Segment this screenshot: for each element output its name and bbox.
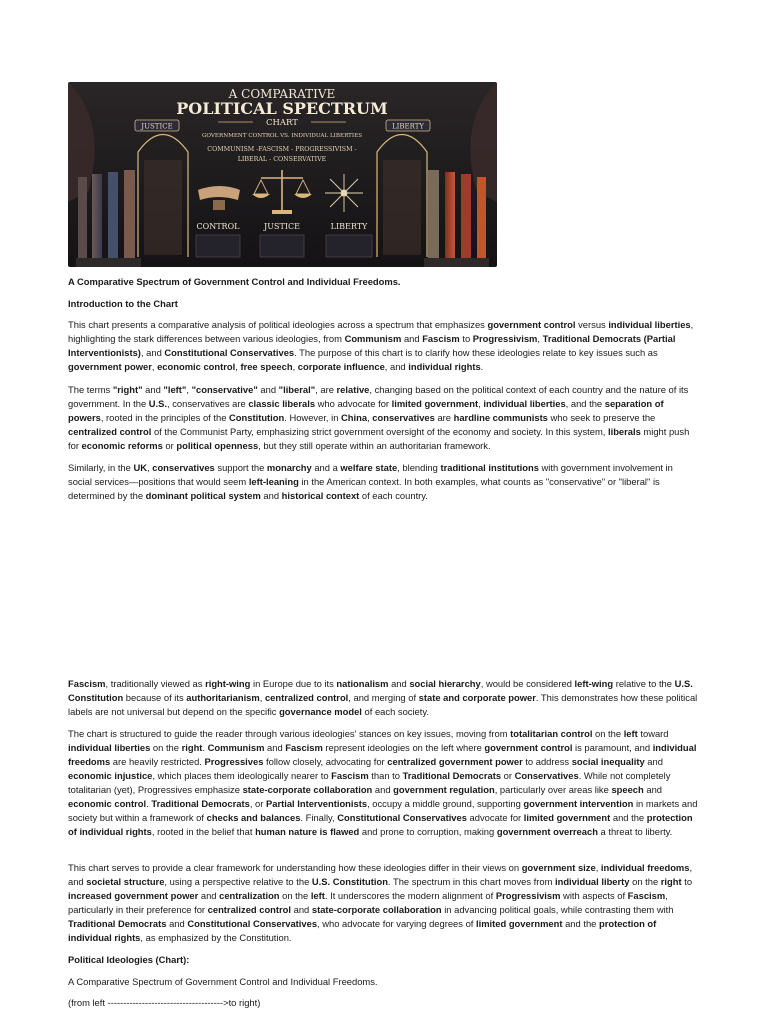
paragraph-relative-terms (68, 383, 698, 453)
bold-term: societal structure (86, 876, 165, 887)
bold-term: individual freedoms (68, 742, 697, 767)
bold-term: government control (487, 319, 576, 330)
image-caption: A Comparative Spectrum of Government Control and Individual Freedoms. (68, 276, 401, 287)
text-run: . (202, 742, 208, 753)
text-run: , using a perspective relative to the (164, 876, 312, 887)
text-run: represent ideologies on the left where (322, 742, 485, 753)
text-run: , particularly in their preference for (68, 890, 668, 915)
text-run: relative to the (613, 678, 675, 689)
text-run: and (643, 784, 662, 795)
bold-term: right (181, 742, 203, 753)
text-run: and (372, 784, 394, 795)
text-run: , occupy a middle ground, supporting (367, 798, 524, 809)
bold-term: UK (133, 462, 148, 473)
text-run: to (459, 333, 473, 344)
bold-term: limited government (523, 812, 611, 823)
text-run: and the (562, 918, 599, 929)
bold-term: dominant political system (145, 490, 261, 501)
bold-term: speech (611, 784, 644, 795)
text-run: , but they still operate within an authoritarian framework. (258, 440, 491, 451)
intro-heading: Introduction to the Chart (68, 298, 178, 309)
bold-term: welfare state (340, 462, 398, 473)
bold-term: centralized government power (387, 756, 523, 767)
paragraph-chart-structure (68, 727, 698, 839)
banner-title-line3: CHART (266, 118, 298, 128)
bold-term: government size (521, 862, 596, 873)
bold-term: Fascism (331, 770, 369, 781)
text-run: , which places them ideologically nearer to (152, 770, 332, 781)
text-run: , or (249, 798, 266, 809)
text-run: and the (610, 812, 647, 823)
bold-term: limited government (391, 398, 479, 409)
text-run: might push for (68, 426, 690, 451)
text-run: . (480, 361, 484, 372)
bold-term: Fascism (627, 890, 666, 901)
chart-heading: Political Ideologies (Chart): (68, 954, 190, 965)
text-run: , (537, 333, 543, 344)
bold-term: state-corporate collaboration (311, 904, 442, 915)
bold-term: government power (68, 361, 152, 372)
paragraph-intro (68, 318, 698, 374)
bold-term: government regulation (393, 784, 495, 795)
bold-term: liberals (607, 426, 641, 437)
bold-term: Communism (344, 333, 402, 344)
text-run: . However, in (284, 412, 342, 423)
text-run: because of its (123, 692, 187, 703)
bold-term: centralization (219, 890, 280, 901)
text-run: , (147, 462, 153, 473)
bold-term: right-wing (205, 678, 251, 689)
bold-term: left (623, 728, 638, 739)
bold-term: Traditional Democrats (Partial Interventionists) (68, 333, 676, 358)
banner-title-line1: A COMPARATIVE (228, 87, 336, 101)
text-run: in advancing political goals, while contrasting them with (441, 904, 674, 915)
bold-term: government control (484, 742, 573, 753)
banner-title-line2: POLITICAL SPECTRUM (176, 99, 388, 118)
text-run: to (681, 876, 693, 887)
bold-term: Conservatives (514, 770, 579, 781)
bold-term: Fascism (422, 333, 460, 344)
bold-term: authoritarianism (186, 692, 260, 703)
text-run: on the (279, 890, 311, 901)
bold-term: centralized control (68, 426, 152, 437)
bold-term: China (341, 412, 368, 423)
text-run: on the (592, 728, 624, 739)
text-run: who seek to preserve the (547, 412, 656, 423)
bold-term: centralized control (264, 692, 349, 703)
text-run: The terms (68, 384, 113, 395)
bold-term: protection of individual rights (68, 918, 657, 943)
banner-right-label: LIBERTY (391, 122, 425, 131)
text-run: , (151, 361, 158, 372)
text-run: and (264, 742, 286, 753)
chart-subtitle: A Comparative Spectrum of Government Control and Individual Freedoms. (68, 976, 378, 987)
bold-term: economic reforms (81, 440, 163, 451)
bold-term: hardline communists (453, 412, 548, 423)
bold-term: Traditional Democrats (402, 770, 502, 781)
bold-term: Progressivism (472, 333, 538, 344)
bold-term: Constitutional Conservatives (164, 347, 295, 358)
text-run: toward (637, 728, 669, 739)
bold-term: individual freedoms (600, 862, 690, 873)
bold-term: Fascism (68, 678, 106, 689)
text-run: versus (575, 319, 609, 330)
text-run: , as emphasized by the Constitution. (140, 932, 292, 943)
bold-term: government overreach (496, 826, 598, 837)
bold-term: free speech (240, 361, 293, 372)
bold-term: monarchy (266, 462, 312, 473)
bold-term: Traditional Democrats (68, 918, 167, 929)
text-run: , (186, 384, 192, 395)
text-run: , (478, 398, 484, 409)
text-run: with aspects of (560, 890, 628, 901)
bold-term: individual liberty (555, 876, 630, 887)
banner-ideologies-line2: LIBERAL - CONSERVATIVE (237, 156, 327, 163)
bold-term: state-corporate collaboration (242, 784, 373, 795)
text-run: and (142, 384, 164, 395)
bold-term: social hierarchy (409, 678, 481, 689)
text-run: advocate for (466, 812, 524, 823)
text-run: in the American context. In both examples, what counts as "conservative" or "liberal" is determined by the (68, 476, 660, 501)
text-run: of each country. (359, 490, 428, 501)
banner-label-justice: JUSTICE (264, 222, 300, 231)
bold-term: left-leaning (248, 476, 299, 487)
text-run: , particularly over areas like (494, 784, 612, 795)
text-run: , rooted in the belief that (151, 826, 256, 837)
bold-term: social inequality (571, 756, 645, 767)
bold-term: U.S. Constitution (68, 678, 693, 703)
text-run: . It underscores the modern alignment of (324, 890, 496, 901)
bold-term: "conservative" (191, 384, 258, 395)
text-run: to address (522, 756, 572, 767)
text-run: or (162, 440, 177, 451)
bold-term: "right" (112, 384, 143, 395)
bold-term: conservatives (372, 412, 435, 423)
bold-term: Partial Interventionists (265, 798, 368, 809)
bold-term: Progressives (204, 756, 264, 767)
text-run: This chart presents a comparative analysis of political ideologies across a spectrum that emphasizes (68, 319, 488, 330)
bold-term: individual liberties (608, 319, 691, 330)
text-run: , and (384, 361, 409, 372)
text-run: , (367, 412, 373, 423)
bold-term: human nature is flawed (255, 826, 360, 837)
bold-term: U.S. Constitution (311, 876, 388, 887)
text-run: and (401, 333, 423, 344)
banner-label-liberty: LIBERTY (330, 222, 368, 231)
text-run: , conservatives are (167, 398, 249, 409)
bold-term: individual liberties (68, 742, 151, 753)
text-run: and (644, 756, 663, 767)
bold-term: Constitutional Conservatives (337, 812, 467, 823)
bold-term: Fascism (285, 742, 323, 753)
text-run: is paramount, and (572, 742, 653, 753)
text-run: . While not completely totalitarian (yet), Progressives emphasize (68, 770, 671, 795)
left-columns (76, 170, 141, 267)
bold-term: U.S. (148, 398, 168, 409)
bold-term: government intervention (523, 798, 634, 809)
bold-term: political openness (176, 440, 259, 451)
text-run: and (260, 490, 282, 501)
bold-term: Traditional Democrats (151, 798, 250, 809)
text-run: , and merging of (348, 692, 419, 703)
bold-term: economic control (68, 798, 147, 809)
text-run: , are (315, 384, 337, 395)
text-run: and (291, 904, 312, 915)
bold-term: traditional institutions (440, 462, 539, 473)
text-run: , traditionally viewed as (105, 678, 206, 689)
banner-label-control: CONTROL (196, 222, 240, 231)
text-run: or (501, 770, 515, 781)
bold-term: "liberal" (278, 384, 316, 395)
bold-term: classic liberals (248, 398, 316, 409)
paragraph-uk-example (68, 461, 698, 503)
bold-term: separation of powers (68, 398, 664, 423)
bold-term: left-wing (574, 678, 614, 689)
text-run: and (166, 918, 188, 929)
bold-term: totalitarian control (510, 728, 593, 739)
bold-term: protection of individual rights (68, 812, 693, 837)
text-run: , blending (397, 462, 441, 473)
bold-term: increased government power (68, 890, 199, 901)
text-run: , (235, 361, 241, 372)
text-run: and (198, 890, 220, 901)
banner-ideologies-line1: COMMUNISM -FASCISM - PROGRESSIVISM - (207, 146, 357, 153)
bold-term: limited government (476, 918, 563, 929)
text-run: . This demonstrates how these political labels are not universal but depend on the specific (68, 692, 698, 717)
text-run: are (434, 412, 454, 423)
bold-term: relative (336, 384, 370, 395)
text-run: . (146, 798, 152, 809)
text-run: , rooted in the principles of the (100, 412, 230, 423)
text-run: Similarly, in the (68, 462, 134, 473)
bold-term: corporate influence (297, 361, 385, 372)
text-run: , highlighting the stark differences between various ideologies, from (68, 319, 694, 344)
text-run: , (259, 692, 265, 703)
header-banner-image (68, 82, 497, 267)
text-run: on the (150, 742, 182, 753)
text-run: , (595, 862, 601, 873)
bold-term: Constitutional Conservatives (187, 918, 318, 929)
text-run: on the (629, 876, 661, 887)
text-run: and prone to corruption, making (359, 826, 497, 837)
bold-term: Progressivism (495, 890, 561, 901)
bold-term: nationalism (336, 678, 389, 689)
text-run: a threat to liberty. (597, 826, 673, 837)
bold-term: "left" (163, 384, 187, 395)
text-run: in markets and society but within a framework of (68, 798, 698, 823)
bold-term: left (310, 890, 325, 901)
text-run: . The spectrum in this chart moves from (387, 876, 555, 887)
bold-term: economic control (157, 361, 236, 372)
text-run: of the Communist Party, emphasizing strict government oversight of the economy and society. In this system, (151, 426, 608, 437)
text-run: who advocate for (315, 398, 392, 409)
paragraph-fascism (68, 677, 698, 719)
text-run: , and (140, 347, 165, 358)
text-run: . Finally, (300, 812, 338, 823)
text-run: The chart is structured to guide the reader through various ideologies' stances on key issues, moving from (68, 728, 511, 739)
banner-left-label: JUSTICE (141, 122, 173, 131)
bold-term: economic injustice (68, 770, 153, 781)
bold-term: individual liberties (483, 398, 566, 409)
bold-term: conservatives (152, 462, 215, 473)
bold-term: governance model (279, 706, 362, 717)
banner-subtitle: GOVERNMENT CONTROL VS. INDIVIDUAL LIBERTIES (201, 133, 363, 139)
chart-range-note: (from left ------------------------------------->to right) (68, 997, 261, 1008)
text-run: . The purpose of this chart is to clarify how these ideologies relate to key issues such as (294, 347, 658, 358)
text-run: than to (368, 770, 403, 781)
text-run: , would be considered (480, 678, 575, 689)
text-run: support the (214, 462, 267, 473)
bold-term: individual rights (408, 361, 481, 372)
bold-term: right (660, 876, 682, 887)
text-run: and a (311, 462, 341, 473)
bold-term: Constitution (229, 412, 285, 423)
text-run: in Europe due to its (250, 678, 337, 689)
bold-term: state and corporate power (418, 692, 536, 703)
text-run: , changing based on the political context of each country and the nature of its government. In the (68, 384, 689, 409)
bold-term: Communism (207, 742, 265, 753)
text-run: and (257, 384, 279, 395)
text-run: This chart serves to provide a clear framework for understanding how these ideologies differ in their views on (68, 862, 522, 873)
text-run: , (292, 361, 298, 372)
bold-term: historical context (281, 490, 360, 501)
bold-term: centralized control (207, 904, 292, 915)
text-run: follow closely, advocating for (263, 756, 388, 767)
text-run: , and (68, 862, 693, 887)
liberty-star-icon (325, 174, 363, 212)
text-run: of each society. (361, 706, 429, 717)
bold-term: checks and balances (206, 812, 301, 823)
text-run: , who advocate for varying degrees of (317, 918, 476, 929)
text-run: are heavily restricted. (110, 756, 205, 767)
paragraph-framework (68, 861, 698, 945)
text-run: , and the (565, 398, 605, 409)
text-run: and (388, 678, 410, 689)
text-run: with government involvement in social services—positions that would seem (68, 462, 673, 487)
